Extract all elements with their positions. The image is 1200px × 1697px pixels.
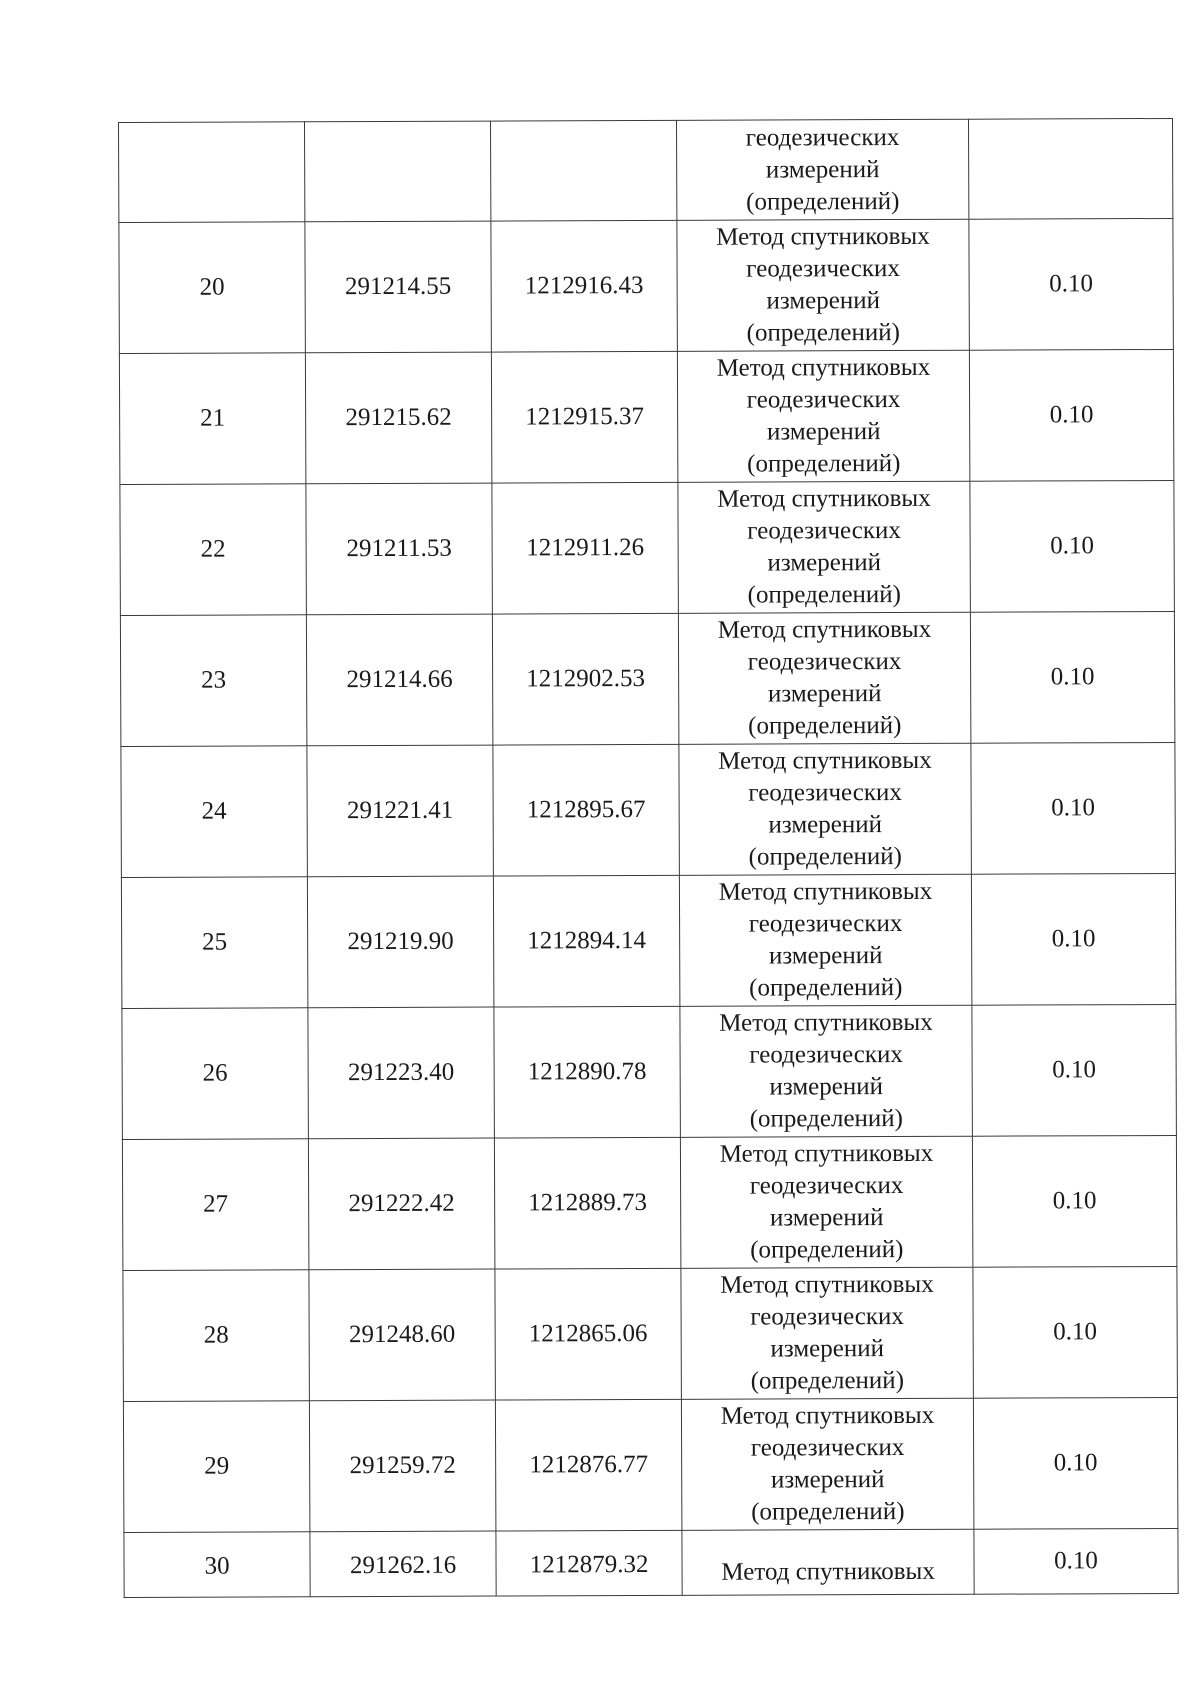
method-line: (определений) bbox=[746, 188, 900, 216]
method-line: измерений bbox=[768, 811, 883, 839]
x-coordinate-cell: 291211.53 bbox=[306, 483, 493, 615]
point-number-cell: 29 bbox=[123, 1401, 310, 1533]
table-row bbox=[123, 1397, 1177, 1532]
method-line: измерений bbox=[770, 1335, 885, 1363]
method-cell bbox=[681, 1267, 974, 1399]
method-line: геодезических bbox=[750, 1433, 905, 1462]
x-coordinate-cell: 291262.16 bbox=[310, 1531, 496, 1597]
method-cell bbox=[680, 1005, 973, 1137]
point-number-cell: 30 bbox=[124, 1532, 310, 1598]
method-line: (определений) bbox=[747, 449, 901, 478]
point-number-cell: 21 bbox=[119, 353, 306, 485]
point-number-cell: 27 bbox=[122, 1139, 309, 1271]
method-line: геодезических bbox=[748, 778, 902, 807]
method-line: геодезических bbox=[749, 1040, 903, 1069]
method-line: измерений bbox=[765, 156, 880, 184]
point-number-cell: 24 bbox=[121, 746, 308, 878]
method-line: геодезических bbox=[747, 516, 901, 545]
method-line: измерений bbox=[766, 287, 881, 315]
accuracy-cell: 0.10 bbox=[973, 1266, 1178, 1398]
x-coordinate-cell: 291223.40 bbox=[308, 1007, 495, 1139]
method-line: Метод спутниковых bbox=[720, 1270, 934, 1299]
accuracy-cell: 0.10 bbox=[970, 611, 1175, 743]
method-line: геодезических bbox=[748, 909, 903, 938]
table-row bbox=[119, 349, 1173, 484]
method-line: измерений bbox=[770, 1466, 885, 1494]
method-line: (определений) bbox=[747, 580, 902, 609]
y-coordinate-cell: 1212894.14 bbox=[493, 875, 680, 1007]
method-line: (определений) bbox=[749, 1104, 904, 1133]
y-coordinate-cell: 1212865.06 bbox=[495, 1268, 682, 1400]
accuracy-cell: 0.10 bbox=[970, 480, 1175, 612]
x-coordinate-cell: 291219.90 bbox=[307, 876, 494, 1008]
method-line: геодезических bbox=[750, 1302, 904, 1331]
x-coordinate-cell: 291214.55 bbox=[305, 221, 492, 353]
y-coordinate-cell: 1212902.53 bbox=[492, 613, 679, 745]
method-line: измерений bbox=[768, 942, 883, 970]
table-row bbox=[122, 1004, 1176, 1139]
method-line: (определений) bbox=[750, 1235, 904, 1264]
method-line: (определений) bbox=[751, 1497, 905, 1526]
coordinates-table-body bbox=[119, 118, 1179, 1597]
method-line: Метод спутниковых bbox=[721, 1557, 935, 1586]
method-line: (определений) bbox=[749, 973, 903, 1002]
method-line: Метод спутниковых bbox=[720, 1401, 935, 1430]
table-row bbox=[124, 1528, 1178, 1597]
y-coordinate-cell: 1212879.32 bbox=[496, 1530, 682, 1596]
table-row bbox=[121, 873, 1175, 1008]
method-cell bbox=[677, 350, 970, 482]
accuracy-cell: 0.10 bbox=[972, 1135, 1177, 1267]
point-number-cell: 23 bbox=[120, 615, 307, 747]
method-line: Метод спутниковых bbox=[719, 1008, 933, 1037]
table-row bbox=[119, 218, 1173, 353]
method-line: (определений) bbox=[748, 711, 902, 740]
method-line: геодезических bbox=[749, 1171, 904, 1200]
accuracy-cell bbox=[968, 118, 1172, 219]
method-cell bbox=[678, 481, 971, 613]
table-row bbox=[122, 1135, 1176, 1270]
y-coordinate-cell: 1212889.73 bbox=[494, 1137, 681, 1269]
y-coordinate-cell: 1212895.67 bbox=[493, 744, 680, 876]
y-coordinate-cell: 1212916.43 bbox=[491, 220, 678, 352]
x-coordinate-cell: 291222.42 bbox=[308, 1138, 495, 1270]
method-line: измерений bbox=[767, 680, 882, 708]
table-row bbox=[121, 742, 1175, 877]
method-line: Метод спутниковых bbox=[717, 615, 932, 644]
method-line: Метод спутниковых bbox=[718, 746, 932, 775]
method-line: Метод спутниковых bbox=[716, 222, 930, 251]
method-line: геодезических bbox=[746, 254, 900, 283]
method-line: Метод спутниковых bbox=[716, 353, 931, 382]
x-coordinate-cell: 291221.41 bbox=[307, 745, 494, 877]
x-coordinate-cell bbox=[305, 121, 491, 222]
accuracy-cell: 0.10 bbox=[969, 349, 1174, 481]
point-number-cell: 20 bbox=[119, 222, 306, 354]
method-cell bbox=[681, 1398, 974, 1530]
method-line: измерений bbox=[767, 549, 882, 577]
method-line: Метод спутниковых bbox=[717, 484, 931, 513]
method-cell bbox=[678, 612, 971, 744]
accuracy-cell: 0.10 bbox=[971, 873, 1176, 1005]
point-number-cell: 28 bbox=[123, 1270, 310, 1402]
table-row bbox=[120, 611, 1174, 746]
accuracy-cell: 0.10 bbox=[969, 218, 1174, 350]
x-coordinate-cell: 291214.66 bbox=[306, 614, 493, 746]
method-line: геодезических bbox=[745, 124, 900, 152]
y-coordinate-cell: 1212911.26 bbox=[492, 482, 679, 614]
method-cell bbox=[682, 1529, 974, 1595]
method-line: (определений) bbox=[750, 1366, 905, 1395]
accuracy-cell: 0.10 bbox=[971, 742, 1176, 874]
point-number-cell: 22 bbox=[120, 484, 307, 616]
accuracy-cell: 0.10 bbox=[972, 1004, 1177, 1136]
y-coordinate-cell: 1212890.78 bbox=[494, 1006, 681, 1138]
method-line: Метод спутниковых bbox=[719, 1139, 934, 1168]
accuracy-cell: 0.10 bbox=[974, 1528, 1178, 1594]
x-coordinate-cell: 291259.72 bbox=[309, 1400, 496, 1532]
method-line: геодезических bbox=[747, 647, 902, 676]
method-line: (определений) bbox=[748, 842, 903, 871]
table-row bbox=[123, 1266, 1177, 1401]
method-line: измерений bbox=[769, 1073, 884, 1101]
table-row-continuation bbox=[119, 118, 1173, 222]
y-coordinate-cell: 1212876.77 bbox=[495, 1399, 682, 1531]
method-cell bbox=[679, 743, 972, 875]
x-coordinate-cell: 291248.60 bbox=[309, 1269, 496, 1401]
coordinates-table bbox=[118, 118, 1179, 1598]
y-coordinate-cell: 1212915.37 bbox=[491, 351, 678, 483]
table-row bbox=[120, 480, 1174, 615]
method-line: измерений bbox=[769, 1204, 884, 1232]
accuracy-cell: 0.10 bbox=[973, 1397, 1178, 1529]
method-line: измерений bbox=[766, 418, 881, 446]
method-line: (определений) bbox=[746, 318, 901, 347]
method-cell bbox=[677, 219, 970, 351]
x-coordinate-cell: 291215.62 bbox=[305, 352, 492, 484]
y-coordinate-cell bbox=[490, 120, 676, 221]
method-cell bbox=[679, 874, 972, 1006]
point-number-cell: 25 bbox=[121, 877, 308, 1009]
point-number-cell bbox=[119, 122, 305, 223]
method-line: геодезических bbox=[746, 385, 901, 414]
method-line: Метод спутниковых bbox=[718, 877, 933, 906]
point-number-cell: 26 bbox=[122, 1008, 309, 1140]
method-cell bbox=[676, 119, 968, 220]
method-cell bbox=[680, 1136, 973, 1268]
